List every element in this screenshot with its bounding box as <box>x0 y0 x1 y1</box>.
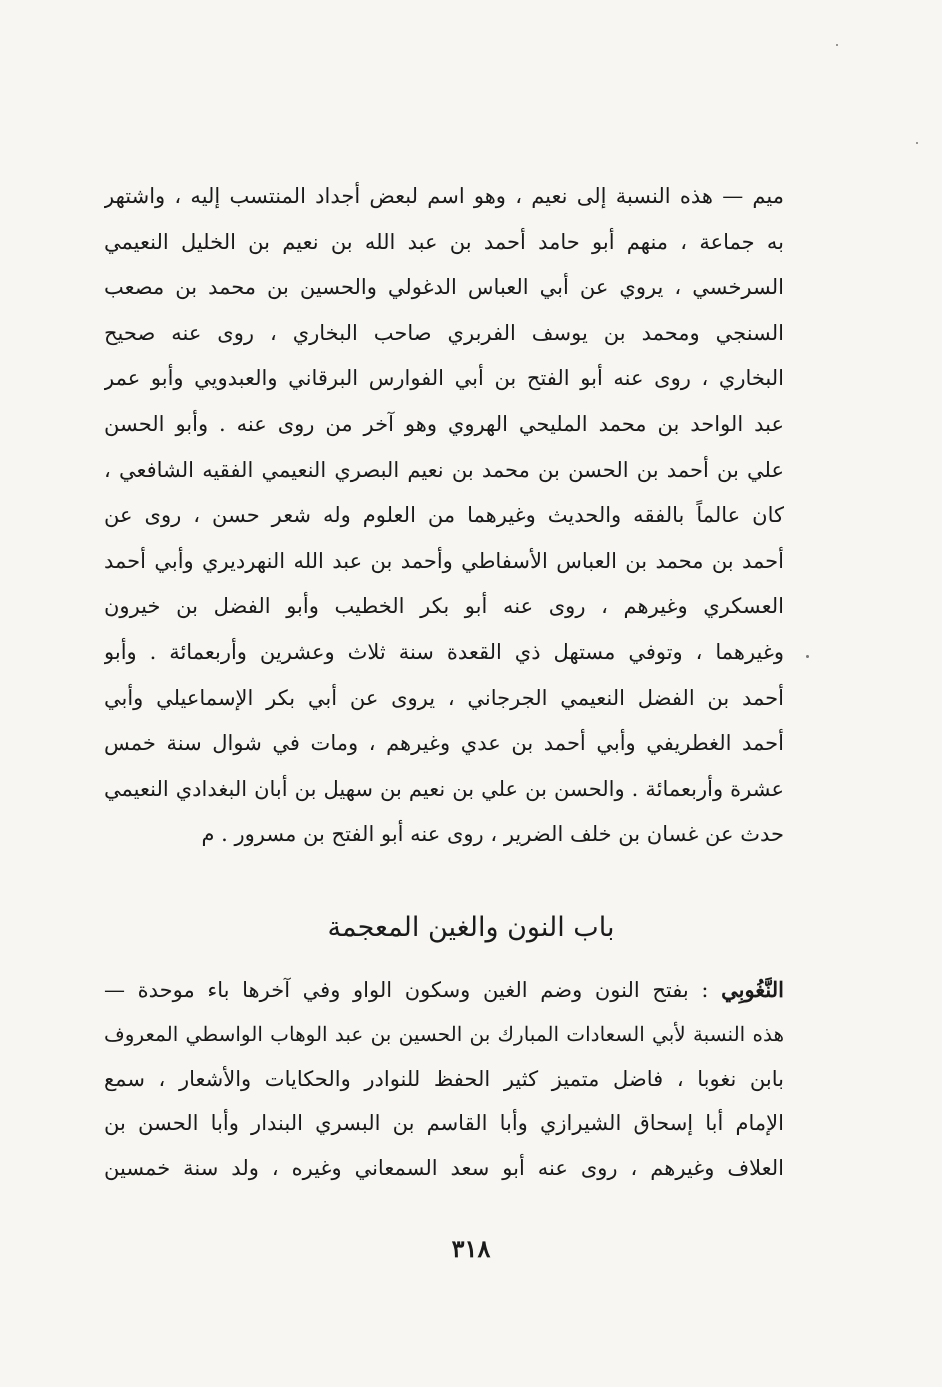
text-line: البخاري ، روى عنه أبو الفتح بن أبي الفوارس البرقاني والعبدويي وأبو عمر <box>104 366 784 391</box>
entry-nuaymi <box>104 174 784 858</box>
text-line: السنجي ومحمد بن يوسف الفربري صاحب البخاري ، روى عنه صحيح <box>104 320 784 345</box>
text-line: الإمام أبا إسحاق الشيرازي وأبا القاسم بن البسري البندار وأبا الحسن بن <box>104 1111 784 1136</box>
text-line: العسكري وغيرهم ، روى عنه أبو بكر الخطيب وأبو الفضل بن خيرون <box>104 594 784 619</box>
text-line: وغيرهما ، وتوفي مستهل ذي القعدة سنة ثلاث وعشرين وأربعمائة . وأبو <box>104 639 784 664</box>
headword-definition: : بفتح النون وضم الغين وسكون الواو وفي آخرها باء موحدة — <box>104 978 722 1002</box>
entry-naghawbi <box>104 968 784 1190</box>
text-line: عبد الواحد بن محمد المليحي الهروي وهو آخر من روى عنه . وأبو الحسن <box>104 411 784 436</box>
text-line: ميم — هذه النسبة إلى نعيم ، وهو اسم لبعض أجداد المنتسب إليه ، واشتهر <box>104 184 784 208</box>
scan-speck <box>836 44 838 46</box>
text-line: هذه النسبة لأبي السعادات المبارك بن الحسين بن عبد الوهاب الواسطي المعروف <box>104 1022 784 1047</box>
text-line: بابن نغوبا ، فاضل متميز كثير الحفظ للنوادر والحكايات والأشعار ، سمع <box>104 1066 784 1091</box>
text-line: أحمد بن محمد بن العباس الأسفاطي وأحمد بن عبد الله النهرديري وأبي أحمد <box>104 548 784 573</box>
text-line: كان عالماً بالفقه والحديث وغيرهما من العلوم وله شعر حسن ، روى عن <box>104 503 784 528</box>
entry-first-line <box>104 968 784 1012</box>
text-line: أحمد الغطريفي وأبي أحمد بن عدي وغيرهم ، ومات في شوال سنة خمس <box>104 731 784 756</box>
scan-speck <box>806 655 809 658</box>
page-number: ٣١٨ <box>451 1234 491 1263</box>
headword: النَّغُوبِي <box>721 977 784 1002</box>
scan-speck <box>916 142 918 144</box>
text-line: حدث عن غسان بن خلف الضرير ، روى عنه أبو الفتح بن مسرور . م <box>201 822 784 847</box>
text-line: أحمد بن الفضل النعيمي الجرجاني ، يروى عن أبي بكر الإسماعيلي وأبي <box>104 685 784 710</box>
text-line: به جماعة ، منهم أبو حامد أحمد بن عبد الله بن نعيم بن الخليل النعيمي <box>104 229 784 254</box>
text-line: العلاف وغيرهم ، روى عنه أبو سعد السمعاني وغيره ، ولد سنة خمسين <box>104 1155 784 1180</box>
text-line: عشرة وأربعمائة . والحسن بن علي بن نعيم بن سهيل بن أبان البغدادي النعيمي <box>104 776 784 801</box>
section-heading: باب النون والغين المعجمة <box>327 912 615 943</box>
text-line: السرخسي ، يروي عن أبي العباس الدغولي والحسين بن محمد بن مصعب <box>104 275 784 300</box>
text-line: علي بن أحمد بن الحسن بن محمد بن نعيم البصري النعيمي الفقيه الشافعي ، <box>104 457 784 482</box>
